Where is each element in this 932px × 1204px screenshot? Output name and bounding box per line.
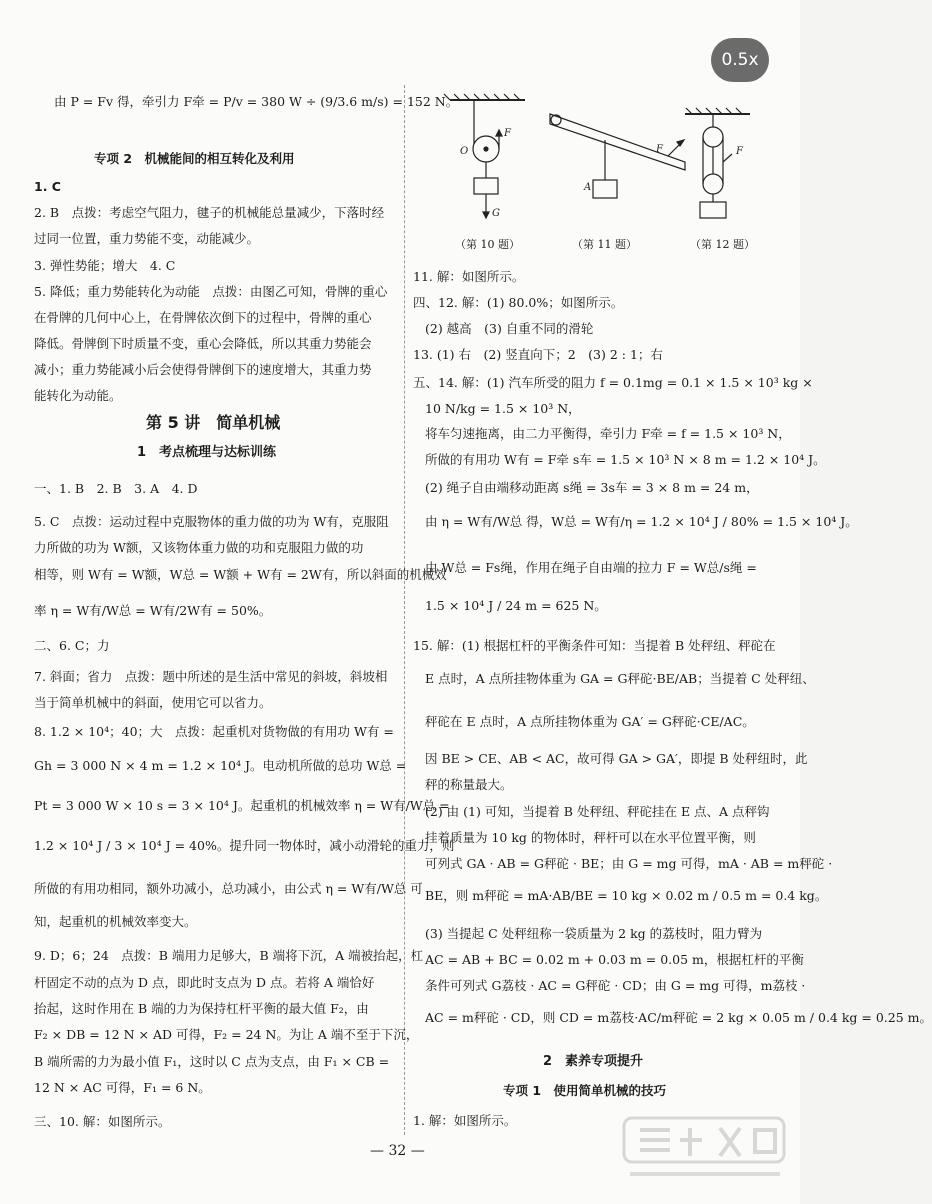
text-line: 由 P = Fv 得，牵引力 F牵 = P/v = 380 W ÷ (9/3.6 m/s) = 152 N。 [54, 94, 459, 109]
text-line: 秤的称量最大。 [425, 777, 513, 792]
answer-item: 一、1. B 2. B 3. A 4. D [34, 481, 198, 496]
formula-line: 由 η = W有/W总 得，W总 = W有/η = 1.2 × 10⁴ J / 80% = 1.5 × 10⁴ J。 [425, 514, 858, 529]
text-line: (2) 由 (1) 可知，当提着 B 处秤纽、秤砣挂在 E 点、A 点秤钩 [425, 804, 770, 819]
figure-10-pulley [444, 94, 525, 218]
formula-line: 可列式 GA · AB = G秤砣 · BE；由 G = mg 可得，mA · AB = m秤砣 · [425, 856, 833, 871]
label-F-12: F [736, 146, 743, 157]
answer-item: 3. 弹性势能；增大 4. C [34, 258, 176, 273]
text-line: 在骨牌的几何中心上，在骨牌依次倒下的过程中，骨牌的重心 [34, 310, 372, 325]
label-A: A [584, 182, 592, 193]
formula-line: B 端所需的力为最小值 F₁，这时以 C 点为支点，由 F₁ × CB = [34, 1054, 390, 1069]
answer-item: 15. 解：(1) 根据杠杆的平衡条件可知：当提着 B 处秤纽、秤砣在 [413, 638, 776, 653]
section-heading: 2 素养专项提升 [543, 1054, 644, 1069]
answer-item: 13. (1) 右 (2) 竖直向下；2 (3) 2 : 1；右 [413, 347, 663, 362]
formula-line: AC = AB + BC = 0.02 m + 0.03 m = 0.05 m，根据杠杆的平衡 [425, 952, 804, 967]
text-line: 力所做的功为 W额，又该物体重力做的功和克服阻力做的功 [34, 540, 364, 555]
answer-item: 2. B 点拨：考虑空气阻力，毽子的机械能总量减少，下落时经 [34, 205, 385, 220]
answer-item: 1. C [34, 179, 61, 194]
text-line: 抬起，这时作用在 B 端的力为保持杠杆平衡的最大值 F₂，由 [34, 1001, 369, 1016]
text-line: 当于简单机械中的斜面，使用它可以省力。 [34, 695, 272, 710]
formula-line: Pt = 3 000 W × 10 s = 3 × 10⁴ J。起重机的机械效率 η = W有/W总 = [34, 798, 450, 813]
caption-figure-11: （第 11 题） [572, 238, 637, 251]
text-line: 挂着质量为 10 kg 的物体时，秤杆可以在水平位置平衡，则 [425, 830, 756, 845]
text-line: 降低。骨牌倒下时质量不变，重心会降低，所以其重力势能会 [34, 336, 372, 351]
page-number: — 32 — [370, 1143, 425, 1159]
caption-figure-12: （第 12 题） [690, 238, 755, 251]
answer-item: 8. 1.2 × 10⁴；40；大 点拨：起重机对货物做的有用功 W有 = [34, 724, 394, 739]
text-line: (2) 越高 (3) 自重不同的滑轮 [425, 321, 594, 336]
text-line: 所做的有用功相同，额外功减小，总功减小，由公式 η = W有/W总 可 [34, 881, 423, 896]
lecture-title: 第 5 讲 简单机械 [146, 413, 281, 432]
pulley-lever-figures [430, 92, 770, 254]
answer-item: 1. 解：如图所示。 [413, 1113, 517, 1128]
answer-item: 二、6. C；力 [34, 638, 110, 653]
formula-line: 1.5 × 10⁴ J / 24 m = 625 N。 [425, 598, 607, 613]
formula-line: (2) 绳子自由端移动距离 s绳 = 3s车 = 3 × 8 m = 24 m， [425, 480, 759, 495]
formula-line: AC = m秤砣 · CD，则 CD = m荔枝·AC/m秤砣 = 2 kg × 0.05 m / 0.4 kg = 0.25 m。 [425, 1010, 932, 1025]
figure-12-pulley-block [685, 108, 750, 218]
label-F: F [504, 128, 511, 139]
answer-item: 三、10. 解：如图所示。 [34, 1114, 171, 1129]
watermark-logo [620, 1110, 790, 1190]
label-F-11: F [656, 144, 663, 155]
formula-line: BE，则 m秤砣 = mA·AB/BE = 10 kg × 0.02 m / 0.5 m = 0.4 kg。 [425, 888, 828, 903]
text-line: 相等，则 W有 = W额，W总 = W额 + W有 = 2W有，所以斜面的机械效 [34, 567, 447, 582]
answer-item: 5. C 点拨：运动过程中克服物体的重力做的功为 W有，克服阻 [34, 514, 389, 529]
text-line: 杆固定不动的点为 D 点，即此时支点为 D 点。若将 A 端恰好 [34, 975, 375, 990]
formula-line: 1.2 × 10⁴ J / 3 × 10⁴ J = 40%。提升同一物体时，减小动滑轮的重力，则 [34, 838, 455, 853]
formula-line: Gh = 3 000 N × 4 m = 1.2 × 10⁴ J。电动机所做的总功 W总 = [34, 758, 407, 773]
figure-11-lever [550, 114, 685, 198]
formula-line: 所做的有用功 W有 = F牵 s车 = 1.5 × 10³ N × 8 m = 1.2 × 10⁴ J。 [425, 452, 826, 467]
formula-line: 由 W总 = Fs绳，作用在绳子自由端的拉力 F = W总/s绳 = [425, 560, 757, 575]
answer-item: 7. 斜面；省力 点拨：题中所述的是生活中常见的斜坡，斜坡相 [34, 669, 388, 684]
text-line: 能转化为动能。 [34, 388, 122, 403]
formula-line: 10 N/kg = 1.5 × 10³ N， [425, 401, 581, 416]
label-G: G [492, 208, 500, 219]
formula-line: 条件可列式 G荔枝 · AC = G秤砣 · CD；由 G = mg 可得，m荔枝 · [425, 978, 806, 993]
formula-line: E 点时，A 点所挂物体重为 GA = G秤砣·BE/AB；当提着 C 处秤纽、 [425, 671, 815, 686]
formula-line: F₂ × DB = 12 N × AD 可得，F₂ = 24 N。为让 A 端不至于下沉， [34, 1027, 419, 1042]
zoom-level-badge[interactable]: 0.5x [711, 38, 769, 82]
label-O: O [460, 146, 469, 157]
formula-line: 率 η = W有/W总 = W有/2W有 = 50%。 [34, 603, 272, 618]
text-line: 减小；重力势能减小后会使得骨牌倒下的速度增大，其重力势 [34, 362, 372, 377]
answer-item: 11. 解：如图所示。 [413, 269, 525, 284]
text-line: 过同一位置，重力势能不变，动能减少。 [34, 231, 260, 246]
text-line: 知，起重机的机械效率变大。 [34, 914, 197, 929]
column-divider [404, 85, 405, 1135]
formula-line: 秤砣在 E 点时，A 点所挂物体重为 GA′ = G秤砣·CE/AC。 [425, 714, 755, 729]
text-line: 因 BE > CE、AB < AC，故可得 GA > GA′，即提 B 处秤纽时，此 [425, 751, 808, 766]
topic-heading: 专项 2 机械能间的相互转化及利用 [94, 151, 295, 166]
answer-item: 5. 降低；重力势能转化为动能 点拨：由图乙可知，骨牌的重心 [34, 284, 388, 299]
formula-line: 12 N × AC 可得，F₁ = 6 N。 [34, 1080, 211, 1095]
formula-line: 将车匀速拖离，由二力平衡得，牵引力 F牵 = f = 1.5 × 10³ N， [425, 426, 791, 441]
caption-figure-10: （第 10 题） [455, 238, 520, 251]
answer-item: 9. D；6；24 点拨：B 端用力足够大，B 端将下沉，A 端被抬起，杠 [34, 948, 424, 963]
section-heading: 1 考点梳理与达标训练 [137, 445, 277, 460]
text-line: (3) 当提起 C 处秤纽称一袋质量为 2 kg 的荔枝时，阻力臂为 [425, 926, 763, 941]
topic-heading: 专项 1 使用简单机械的技巧 [503, 1083, 667, 1098]
answer-item: 四、12. 解：(1) 80.0%；如图所示。 [413, 295, 624, 310]
answer-item: 五、14. 解：(1) 汽车所受的阻力 f = 0.1mg = 0.1 × 1.5 × 10³ kg × [413, 375, 813, 390]
